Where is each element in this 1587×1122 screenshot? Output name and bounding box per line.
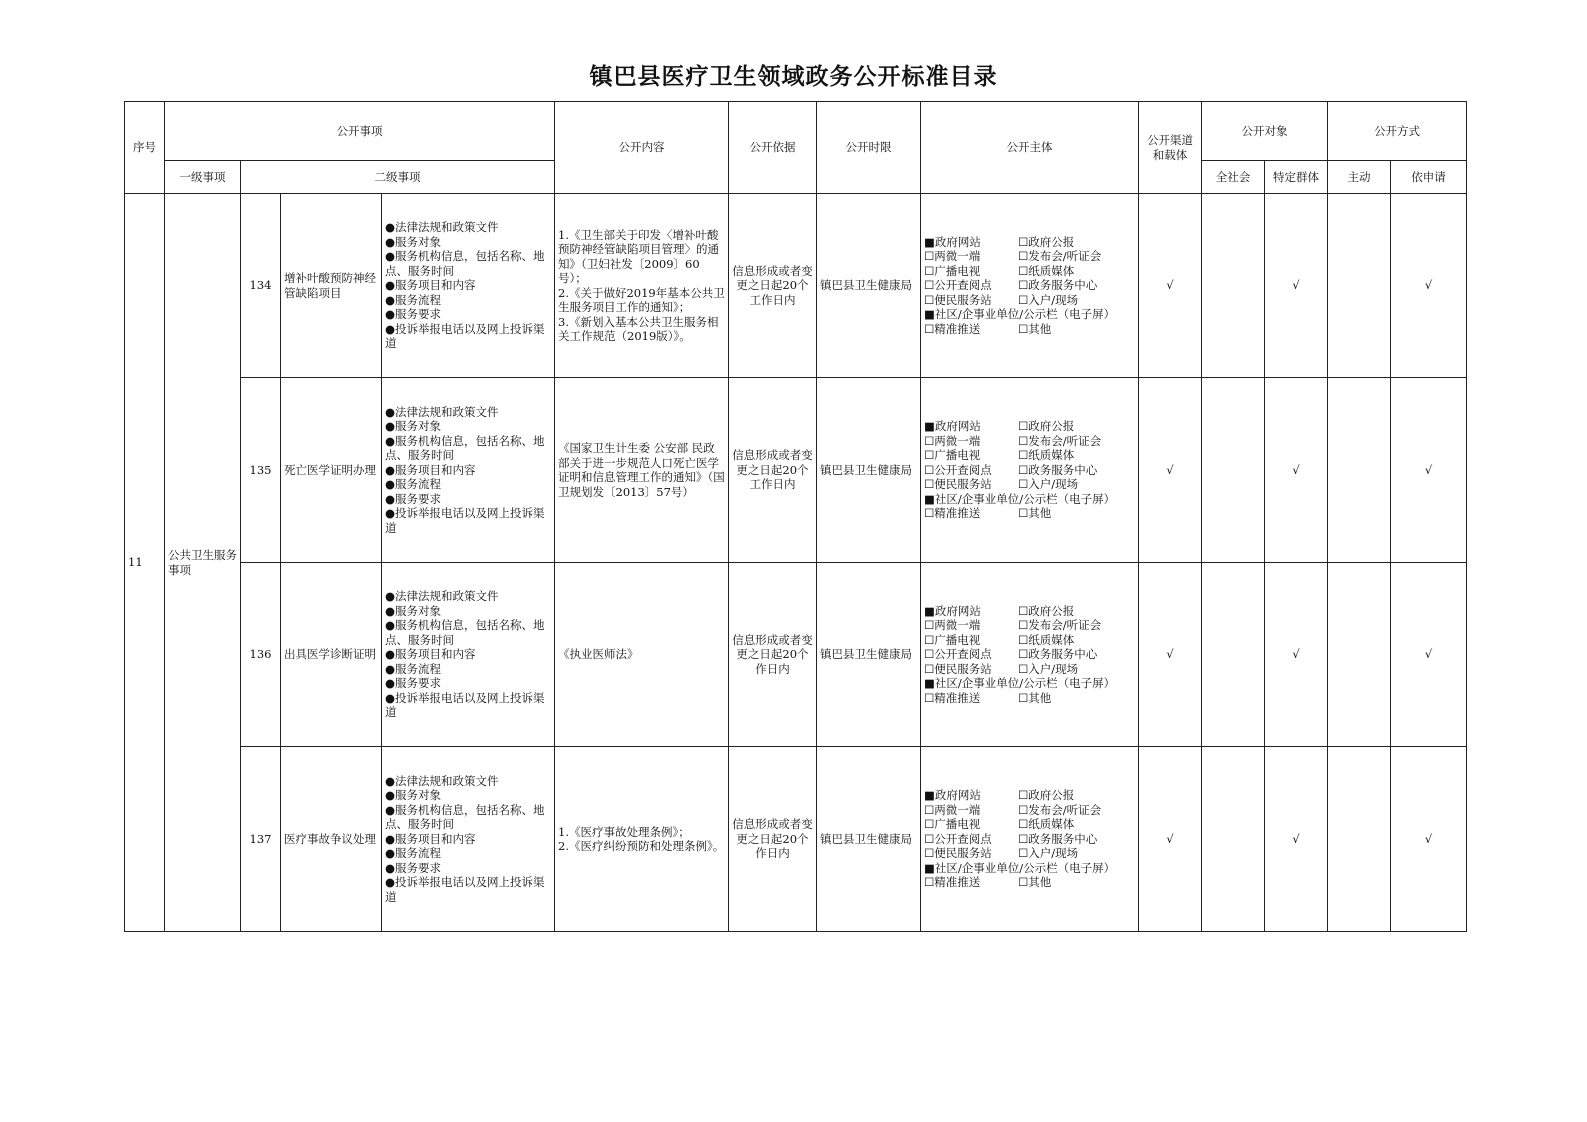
- table-row: [125, 378, 1467, 563]
- channel-option: ☐广播电视: [924, 263, 981, 278]
- audience-specific-mark: [1202, 194, 1265, 378]
- content-item: ●服务要求: [385, 491, 442, 506]
- header-channels: 公开渠道和载体: [1139, 102, 1202, 194]
- audience-all-mark: √: [1139, 194, 1202, 378]
- basis-item: 2.《医疗纠纷预防和处理条例》。: [558, 839, 725, 853]
- header-method-request: 依申请: [1391, 161, 1467, 194]
- channel-option: ☐政府公报: [1018, 419, 1075, 434]
- item-number: 135: [241, 378, 281, 563]
- page-title: 镇巴县医疗卫生领域政务公开标准目录: [589, 63, 998, 90]
- audience-specific-mark: [1202, 563, 1265, 747]
- subject-text: 镇巴县卫生健康局: [817, 378, 921, 563]
- channel-option: ☐广播电视: [924, 632, 981, 647]
- channel-option: [1018, 676, 1135, 691]
- channel-option: ☐入户/现场: [1018, 661, 1079, 676]
- content-item: ●投诉举报电话以及网上投诉渠道: [385, 506, 545, 535]
- channel-option: [1018, 492, 1135, 507]
- content-list: [382, 563, 555, 747]
- content-item: ●服务流程: [385, 292, 442, 307]
- channel-option: ☐精准推送: [924, 321, 981, 336]
- table-row: [125, 563, 1467, 747]
- basis-list: [555, 747, 729, 932]
- channel-option: ☐纸质媒体: [1018, 448, 1075, 463]
- subject-text: 镇巴县卫生健康局: [817, 194, 921, 378]
- basis-item: 3.《新划入基本公共卫生服务相关工作规范（2019版）》。: [558, 314, 719, 343]
- channel-option: ■社区/企事业单位/公示栏（电子屏）: [924, 307, 1116, 322]
- deadline-text: 信息形成或者变更之日起20个作日内: [729, 747, 817, 932]
- channel-option: ☐纸质媒体: [1018, 632, 1075, 647]
- channel-option: ☐便民服务站: [924, 477, 992, 492]
- content-item: ●服务对象: [385, 603, 442, 618]
- content-list: [382, 747, 555, 932]
- method-request-mark: [1328, 194, 1391, 378]
- audience-specific-mark: [1202, 747, 1265, 932]
- basis-item: 2.《关于做好2019年基本公共卫 生服务项目工作的通知》；: [558, 285, 725, 314]
- channel-option: ☐精准推送: [924, 875, 981, 890]
- channel-option: ■政府网站: [924, 788, 981, 803]
- content-item: ●投诉举报电话以及网上投诉渠道: [385, 690, 545, 720]
- content-item: ●投诉举报电话以及网上投诉渠道: [385, 875, 545, 904]
- channel-option: ■社区/企事业单位/公示栏（电子屏）: [924, 676, 1116, 691]
- channel-option: ☐公开查阅点: [924, 462, 992, 477]
- channel-option: ☐公开查阅点: [924, 647, 992, 662]
- content-item: ●服务要求: [385, 676, 442, 691]
- content-list: [382, 378, 555, 563]
- subject-text: 镇巴县卫生健康局: [817, 563, 921, 747]
- channel-option: ☐政务服务中心: [1018, 831, 1098, 846]
- content-item: ●法律法规和政策文件: [385, 589, 499, 604]
- basis-list: [555, 378, 729, 563]
- channel-list: [921, 747, 1139, 932]
- content-item: ●法律法规和政策文件: [385, 220, 499, 235]
- audience-all-mark: √: [1139, 563, 1202, 747]
- content-item: ●服务要求: [385, 307, 442, 322]
- channel-list: [921, 378, 1139, 563]
- audience-specific-mark: [1202, 378, 1265, 563]
- content-item: ●服务流程: [385, 846, 442, 861]
- header-items: 公开事项: [165, 102, 555, 161]
- table-row: [125, 747, 1467, 932]
- header-method: 公开方式: [1328, 102, 1467, 161]
- audience-all-mark: √: [1139, 378, 1202, 563]
- channel-list: [921, 194, 1139, 378]
- method-active-mark: √: [1265, 563, 1328, 747]
- basis-item: 1.《卫生部关于印发〈增补叶酸预防神经管缺陷项目管理〉的通知》（卫妇社发〔2009〕60号）；: [558, 227, 719, 285]
- content-item: ●服务流程: [385, 661, 442, 676]
- content-item: ●服务项目和内容: [385, 278, 476, 293]
- content-list: [382, 194, 555, 378]
- item-number: 134: [241, 194, 281, 378]
- channel-option: ☐其他: [1018, 321, 1052, 336]
- item-number: 137: [241, 747, 281, 932]
- item-name: 出具医学诊断证明: [281, 563, 382, 747]
- channel-option: ☐其他: [1018, 690, 1052, 705]
- channel-option: ☐精准推送: [924, 506, 981, 521]
- content-item: ●服务机构信息，包括名称、地点、服务时间: [385, 802, 545, 832]
- header-subject: 公开主体: [921, 102, 1139, 194]
- channel-option: ☐入户/现场: [1018, 477, 1079, 492]
- channel-option: ☐入户/现场: [1018, 846, 1079, 861]
- header-level1: 一级事项: [165, 161, 241, 194]
- item-name: 医疗事故争议处理: [281, 747, 382, 932]
- channel-option: ☐发布会/听证会: [1018, 618, 1102, 633]
- basis-item: 《执业医师法》: [558, 647, 639, 662]
- header-deadline: 公开时限: [817, 102, 921, 194]
- basis-list: [555, 563, 729, 747]
- basis-list: [555, 194, 729, 378]
- channel-option: ☐广播电视: [924, 817, 981, 832]
- channel-option: ☐发布会/听证会: [1018, 433, 1102, 448]
- channel-option: ☐政务服务中心: [1018, 278, 1098, 293]
- channel-option: ☐政务服务中心: [1018, 647, 1098, 662]
- channel-option: ☐公开查阅点: [924, 278, 992, 293]
- method-active-mark: √: [1265, 378, 1328, 563]
- content-item: ●服务对象: [385, 788, 442, 803]
- table-row: [125, 194, 1467, 378]
- content-item: ●服务流程: [385, 477, 442, 492]
- method-request-mark: [1328, 563, 1391, 747]
- header-content: 公开内容: [555, 102, 729, 194]
- channel-option: ☐便民服务站: [924, 292, 992, 307]
- header-basis: 公开依据: [729, 102, 817, 194]
- channel-option: ■社区/企事业单位/公示栏（电子屏）: [924, 491, 1116, 506]
- header-audience: 公开对象: [1202, 102, 1328, 161]
- tier-county-mark: √: [1391, 194, 1467, 378]
- channel-option: ☐纸质媒体: [1018, 263, 1075, 278]
- channel-option: ☐其他: [1018, 506, 1052, 521]
- channel-option: ☐其他: [1018, 875, 1052, 890]
- audience-all-mark: √: [1139, 747, 1202, 932]
- channel-option: ■社区/企事业单位/公示栏（电子屏）: [924, 860, 1116, 875]
- content-item: ●服务项目和内容: [385, 462, 476, 477]
- item-number: 136: [241, 563, 281, 747]
- header-method-active: 主动: [1328, 161, 1391, 194]
- basis-item: 《国家卫生计生委 公安部 民政部关于进一步规范人口死亡医学证明和信息管理工作的通知》（国卫规划发〔2013〕57号）: [558, 441, 725, 499]
- content-item: ●法律法规和政策文件: [385, 773, 499, 788]
- deadline-text: 信息形成或者变更之日起20个工作日内: [729, 378, 817, 563]
- channel-option: ■政府网站: [924, 419, 981, 434]
- channel-option: ☐纸质媒体: [1018, 817, 1075, 832]
- channel-option: ☐便民服务站: [924, 846, 992, 861]
- method-request-mark: [1328, 747, 1391, 932]
- group-seq: 11: [125, 194, 165, 932]
- channel-option: ■政府网站: [924, 234, 981, 249]
- channel-option: ☐政务服务中心: [1018, 462, 1098, 477]
- channel-option: ☐两微一端: [924, 433, 981, 448]
- content-item: ●服务要求: [385, 860, 442, 875]
- deadline-text: 信息形成或者变更之日起20个工作日内: [729, 194, 817, 378]
- group-level1: 公共卫生服务事项: [165, 194, 241, 932]
- method-request-mark: [1328, 378, 1391, 563]
- channel-option: ☐发布会/听证会: [1018, 802, 1102, 817]
- tier-county-mark: √: [1391, 747, 1467, 932]
- item-name: 增补叶酸预防神经管缺陷项目: [281, 194, 382, 378]
- channel-list: [921, 563, 1139, 747]
- content-item: ●服务机构信息，包括名称、地点、服务时间: [385, 433, 545, 463]
- content-item: ●投诉举报电话以及网上投诉渠道: [385, 321, 545, 351]
- disclosure-catalog-table: [124, 101, 1467, 932]
- header-audience-specific: 特定群体: [1265, 161, 1328, 194]
- subject-text: 镇巴县卫生健康局: [817, 747, 921, 932]
- header-seq: 序号: [125, 102, 165, 194]
- content-item: ●服务项目和内容: [385, 647, 476, 662]
- content-item: ●法律法规和政策文件: [385, 404, 499, 419]
- channel-option: ☐两微一端: [924, 802, 981, 817]
- channel-option: ☐两微一端: [924, 249, 981, 264]
- channel-option: [1018, 307, 1135, 322]
- content-item: ●服务项目和内容: [385, 831, 476, 846]
- method-active-mark: √: [1265, 194, 1328, 378]
- channel-option: ☐广播电视: [924, 448, 981, 463]
- tier-county-mark: √: [1391, 378, 1467, 563]
- channel-option: ☐精准推送: [924, 690, 981, 705]
- content-item: ●服务机构信息，包括名称、地点、服务时间: [385, 249, 545, 278]
- channel-option: ☐政府公报: [1018, 603, 1075, 618]
- content-item: ●服务机构信息，包括名称、地点、服务时间: [385, 618, 545, 647]
- channel-option: ■政府网站: [924, 603, 981, 618]
- channel-option: ☐政府公报: [1018, 788, 1075, 803]
- content-item: ●服务对象: [385, 419, 442, 434]
- header-row-1: [125, 102, 1467, 161]
- channel-option: ☐便民服务站: [924, 661, 992, 676]
- header-level2: 二级事项: [241, 161, 555, 194]
- channel-option: [1018, 861, 1135, 876]
- channel-option: ☐政府公报: [1018, 234, 1075, 249]
- channel-option: ☐入户/现场: [1018, 292, 1079, 307]
- tier-county-mark: √: [1391, 563, 1467, 747]
- channel-option: ☐公开查阅点: [924, 831, 992, 846]
- channel-option: ☐两微一端: [924, 618, 981, 633]
- method-active-mark: √: [1265, 747, 1328, 932]
- content-item: ●服务对象: [385, 234, 442, 249]
- basis-item: 1.《医疗事故处理条例》；: [558, 824, 690, 839]
- header-audience-all: 全社会: [1202, 161, 1265, 194]
- channel-option: ☐发布会/听证会: [1018, 249, 1102, 264]
- deadline-text: 信息形成或者变更之日起20个作日内: [729, 563, 817, 747]
- item-name: 死亡医学证明办理: [281, 378, 382, 563]
